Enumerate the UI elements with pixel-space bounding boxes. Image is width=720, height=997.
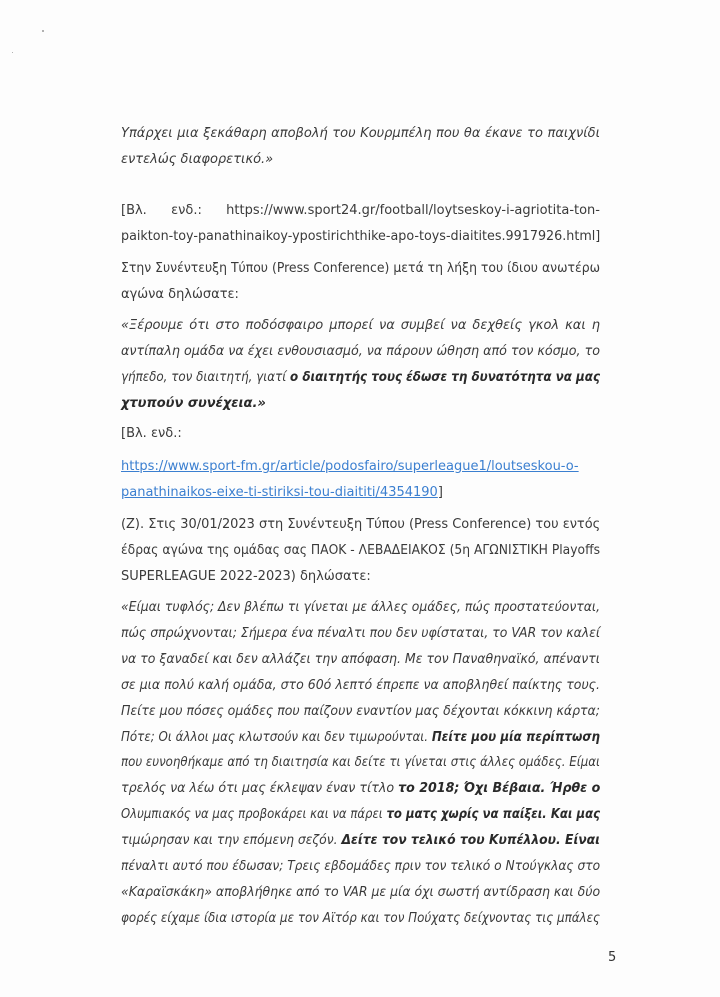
text-line xyxy=(121,753,600,773)
text-line xyxy=(121,702,600,722)
text-line xyxy=(121,316,600,336)
text-line xyxy=(121,779,600,799)
text-segment: γήπεδο, τον διαιτητή, γιατί xyxy=(121,369,291,385)
text-segment: πέναλτι αυτό που έδωσαν; Τρεις εβδομάδες πριν τον τελικό ο Ντούγκλας στο xyxy=(121,859,601,874)
text-line xyxy=(121,567,600,587)
text-segment: «Ξέρουμε ότι στο ποδόσφαιρο μπορεί να συμβεί να δεχθείς γκολ και η xyxy=(121,318,600,333)
text-segment: (Ζ). Στις 30/01/2023 στη Συνέντευξη Τύπου (Press Conference) του εντός xyxy=(121,517,601,532)
page-number: 5 xyxy=(608,950,617,965)
reference-link[interactable]: https://www.sport-fm.gr/article/podosfairo/superleague1/loutseskou-o- xyxy=(121,459,579,474)
text-line xyxy=(121,831,600,851)
text-line xyxy=(121,541,600,561)
text-segment: πώς σπρώχνονται; Σήμερα ένα πέναλτι που δεν υφίσταται, το VAR τον καλεί xyxy=(121,625,601,641)
text-segment: να το ξαναδεί και δεν αλλάζει την απόφαση. Με τον Παναθηναϊκό, απέναντι xyxy=(121,651,600,667)
text-line xyxy=(121,598,600,618)
text-segment: αντίπαλη ομάδα να έχει ενθουσιασμό, να πάρουν ώθηση από τον κόσμο, το xyxy=(121,343,600,359)
text-line xyxy=(121,909,600,929)
text-segment: αγώνα δηλώσατε: xyxy=(121,286,239,302)
text-segment: paikton-toy-panathinaikoy-ypostirichthike-apo-toys-diaitites.9917926.html] xyxy=(121,228,601,244)
text-segment: τρελός να λέω ότι μας έκλεψαν έναν τίτλο xyxy=(121,781,399,797)
reference-link[interactable]: panathinaikos-eixe-ti-stiriksi-tou-diaititi/4354190 xyxy=(121,484,438,500)
text-line xyxy=(121,515,600,535)
text-segment: [Βλ. ενδ.: https://www.sport24.gr/football/loytseskoy-i-agriotita-ton- xyxy=(121,203,600,218)
text-segment: Πείτε μου μία περίπτωση xyxy=(431,729,600,745)
text-segment: Στην Συνέντευξη Τύπου (Press Conference) μετά τη λήξη του ίδιου ανωτέρω xyxy=(121,261,600,276)
text-line xyxy=(121,227,600,247)
text-segment: «Είμαι τυφλός; Δεν βλέπω τι γίνεται με άλλες ομάδες, πώς προστατεύονται, xyxy=(121,600,601,615)
text-segment: σε μια πολύ καλή ομάδα, στο 60ό λεπτό έπρεπε να αποβληθεί παίκτης τους. xyxy=(121,677,600,693)
text-line xyxy=(121,624,600,644)
text-segment: Υπάρχει μια ξεκάθαρη αποβολή του Κουρμπέλη που θα έκανε το παιχνίδι xyxy=(121,126,600,141)
text-line xyxy=(121,368,600,388)
text-segment: το 2018; Όχι Βέβαια. Ήρθε ο xyxy=(398,781,601,797)
text-line xyxy=(121,201,600,221)
text-line xyxy=(121,676,600,696)
text-line xyxy=(121,394,600,414)
text-segment: που ευνοηθήκαμε από τη διαιτησία και δείτε τι γίνεται στις άλλες ομάδες. Είμαι xyxy=(121,755,600,771)
text-line xyxy=(121,483,600,503)
text-line xyxy=(121,285,600,305)
text-segment: SUPERLEAGUE 2022-2023) δηλώσατε: xyxy=(121,568,371,584)
text-line xyxy=(121,857,600,877)
text-line xyxy=(121,124,600,144)
text-line xyxy=(121,259,600,279)
text-segment: φορές είχαμε ίδια ιστορία με τον Αϊτόρ και τον Πούχατς δείχνοντας τις μπάλες xyxy=(121,910,600,926)
text-line xyxy=(121,728,600,748)
text-segment: «Καραϊσκάκη» αποβλήθηκε από το VAR με μία όχι σωστή αντίδραση και δύο xyxy=(121,884,601,900)
text-line xyxy=(121,457,600,477)
text-segment: τιμώρησαν και την επόμενη σεζόν. xyxy=(121,833,342,849)
text-segment: χτυπούν συνέχεια.» xyxy=(121,395,266,411)
text-segment: Ολυμπιακός να μας προβοκάρει και να πάρει xyxy=(121,807,387,823)
text-segment: Πείτε μου πόσες ομάδες που παίζουν εναντίον μας δέχονται κόκκινη κάρτα; xyxy=(121,703,600,719)
text-line xyxy=(121,805,600,825)
text-line xyxy=(121,883,600,903)
text-line xyxy=(121,150,600,170)
text-segment: έδρας αγώνα της ομάδας σας ΠΑΟΚ - ΛΕΒΑΔΕΙΑΚΟΣ (5η ΑΓΩΝΙΣΤΙΚΗ Playoffs xyxy=(121,542,600,558)
scan-speck xyxy=(42,30,44,32)
text-segment: εντελώς διαφορετικό.» xyxy=(121,151,274,167)
text-line xyxy=(121,650,600,670)
text-segment: Δείτε τον τελικό του Κυπέλλου. Είναι xyxy=(341,833,600,849)
text-segment: [Βλ. ενδ.: xyxy=(121,426,182,441)
text-segment: Πότε; Οι άλλοι μας κλωτσούν και δεν τιμωρούνται. xyxy=(121,729,432,745)
text-segment: το ματς χωρίς να παίξει. Και μας xyxy=(386,807,600,823)
text-line xyxy=(121,342,600,362)
text-line xyxy=(121,424,600,444)
scan-speck xyxy=(12,52,13,53)
text-segment: ] xyxy=(437,484,443,500)
text-segment: ο διαιτητής τους έδωσε τη δυνατότητα να μας xyxy=(290,369,600,385)
